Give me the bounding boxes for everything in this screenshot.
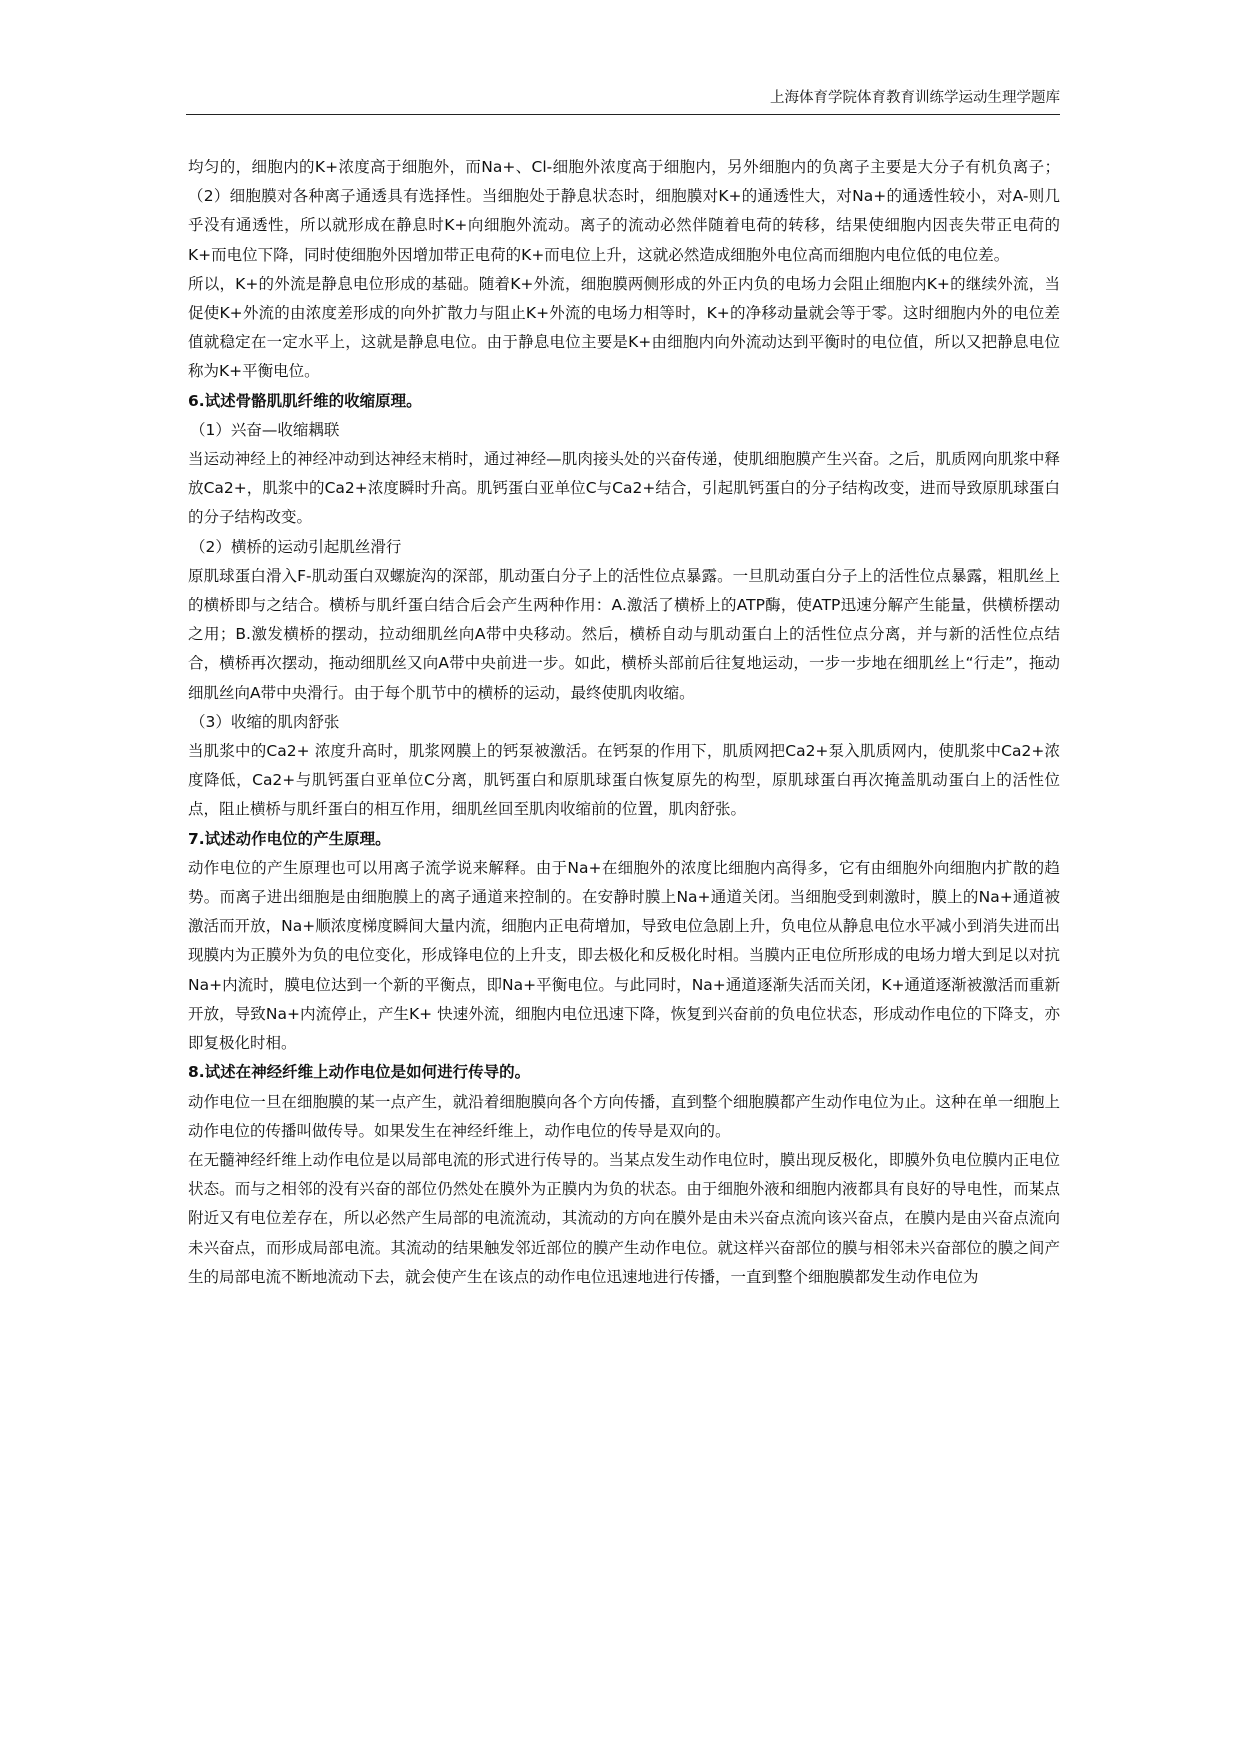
subheading: （2）横桥的运动引起肌丝滑行 — [190, 537, 402, 556]
paragraph: 动作电位的产生原理也可以用离子流学说来解释。由于Na+在细胞外的浓度比细胞内高得多，它有由细胞外向细胞内扩散的趋势。而离子进出细胞是由细胞膜上的离子通道来控制的。在安静时膜上Na+通道关闭。当细胞受到刺激时，膜上的Na+通道被激活而开放，Na+顺浓度梯度瞬间大量内流，细胞内正电荷增加，导致电位急剧上升，负电位从静息电位水平减小到消失进而出现膜内为正膜外为负的电位变化，形成锋电位的上升支，即去极化和反极化时相。当膜内正电位所形成的电场力增大到足以对抗Na+内流时，膜电位达到一个新的平衡点，即Na+平衡电位。与此同时，Na+通道逐渐失活而关闭，K+通道逐渐被激活而重新开放，导致Na+内流停止，产生K+ 快速外流，细胞内电位迅速下降，恢复到兴奋前的负电位状态，形成动作电位的下降支，亦即复极化时相。 — [188, 858, 1060, 1053]
question-heading: 7.试述动作电位的产生原理。 — [188, 829, 391, 848]
paragraph: 均匀的，细胞内的K+浓度高于细胞外，而Na+、Cl-细胞外浓度高于细胞内，另外细胞内的负离子主要是大分子有机负离子；（2）细胞膜对各种离子通透具有选择性。当细胞处于静息状态时，细胞膜对K+的通透性大，对Na+的通透性较小，对A-则几乎没有通透性，所以就形成在静息时K+向细胞外流动。离子的流动必然伴随着电荷的转移，结果使细胞内因丧失带正电荷的K+而电位下降，同时使细胞外因增加带正电荷的K+而电位上升，这就必然造成细胞外电位高而细胞内电位低的电位差。 — [188, 158, 1060, 264]
document-body — [188, 153, 1060, 1292]
subheading: （1）兴奋—收缩耦联 — [190, 420, 340, 439]
paragraph: 原肌球蛋白滑入F-肌动蛋白双螺旋沟的深部，肌动蛋白分子上的活性位点暴露。一旦肌动蛋白分子上的活性位点暴露，粗肌丝上的横桥即与之结合。横桥与肌纤蛋白结合后会产生两种作用：A.激活了横桥上的ATP酶，使ATP迅速分解产生能量，供横桥摆动之用；B.激发横桥的摆动，拉动细肌丝向A带中央移动。然后，横桥自动与肌动蛋白上的活性位点分离，并与新的活性位点结合，横桥再次摆动，拖动细肌丝又向A带中央前进一步。如此，横桥头部前后往复地运动，一步一步地在细肌丝上“行走”，拖动细肌丝向A带中央滑行。由于每个肌节中的横桥的运动，最终使肌肉收缩。 — [188, 566, 1060, 702]
paragraph: 动作电位一旦在细胞膜的某一点产生，就沿着细胞膜向各个方向传播，直到整个细胞膜都产生动作电位为止。这种在单一细胞上动作电位的传播叫做传导。如果发生在神经纤维上，动作电位的传导是双向的。 — [188, 1092, 1060, 1140]
subheading: （3）收缩的肌肉舒张 — [190, 712, 340, 731]
question-heading: 6.试述骨骼肌肌纤维的收缩原理。 — [188, 391, 422, 410]
paragraph: 当肌浆中的Ca2+ 浓度升高时，肌浆网膜上的钙泵被激活。在钙泵的作用下，肌质网把Ca2+泵入肌质网内，使肌浆中Ca2+浓度降低，Ca2+与肌钙蛋白亚单位C分离，肌钙蛋白和原肌球蛋白恢复原先的构型，原肌球蛋白再次掩盖肌动蛋白上的活性位点，阻止横桥与肌纤蛋白的相互作用，细肌丝回至肌肉收缩前的位置，肌肉舒张。 — [188, 742, 1060, 819]
paragraph: 在无髓神经纤维上动作电位是以局部电流的形式进行传导的。当某点发生动作电位时，膜出现反极化，即膜外负电位膜内正电位状态。而与之相邻的没有兴奋的部位仍然处在膜外为正膜内为负的状态。由于细胞外液和细胞内液都具有良好的导电性，而某点附近又有电位差存在，所以必然产生局部的电流流动，其流动的方向在膜外是由未兴奋点流向该兴奋点，在膜内是由兴奋点流向未兴奋点，而形成局部电流。其流动的结果触发邻近部位的膜产生动作电位。就这样兴奋部位的膜与相邻未兴奋部位的膜之间产生的局部电流不断地流动下去，就会使产生在该点的动作电位迅速地进行传播，一直到整个细胞膜都发生动作电位为 — [188, 1150, 1060, 1286]
question-heading: 8.试述在神经纤维上动作电位是如何进行传导的。 — [188, 1063, 531, 1082]
page-header — [186, 88, 1060, 115]
header-title: 上海体育学院体育教育训练学运动生理学题库 — [770, 90, 1060, 106]
paragraph: 所以，K+的外流是静息电位形成的基础。随着K+外流，细胞膜两侧形成的外正内负的电场力会阻止细胞内K+的继续外流，当促使K+外流的由浓度差形成的向外扩散力与阻止K+外流的电场力相等时，K+的净移动量就会等于零。这时细胞内外的电位差值就稳定在一定水平上，这就是静息电位。由于静息电位主要是K+由细胞内向外流动达到平衡时的电位值，所以又把静息电位称为K+平衡电位。 — [188, 274, 1060, 381]
paragraph: 当运动神经上的神经冲动到达神经末梢时，通过神经—肌肉接头处的兴奋传递，使肌细胞膜产生兴奋。之后，肌质网向肌浆中释放Ca2+，肌浆中的Ca2+浓度瞬时升高。肌钙蛋白亚单位C与Ca2+结合，引起肌钙蛋白的分子结构改变，进而导致原肌球蛋白的分子结构改变。 — [188, 450, 1060, 527]
